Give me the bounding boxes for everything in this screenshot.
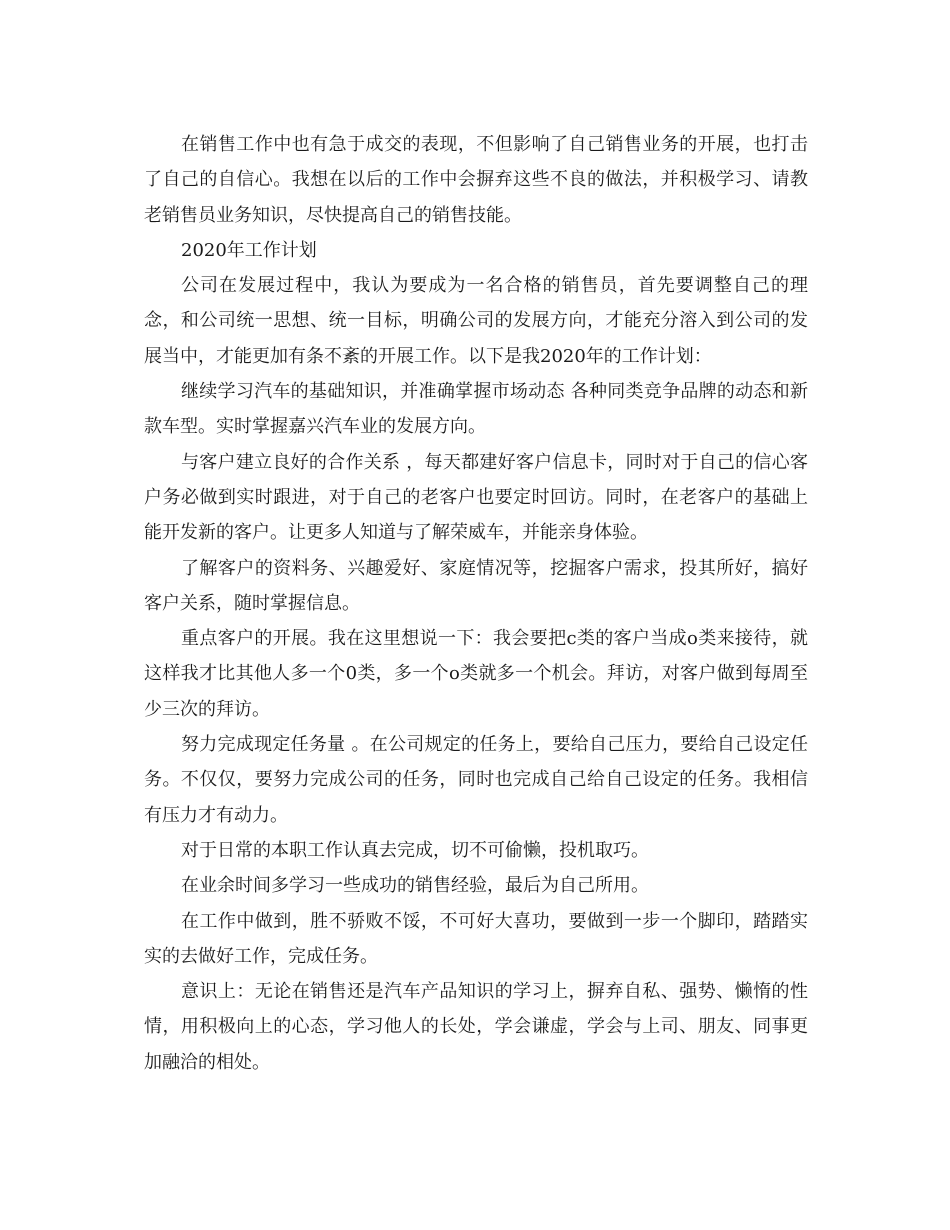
paragraph-daily-work: 对于日常的本职工作认真去完成，切不可偷懒，投机取巧。 (181, 839, 649, 861)
paragraph-task-targets: 努力完成现定任务量 。在公司规定的任务上，要给自己压力，要给自己设定任务。不仅仅，要努力完成公司的任务，同时也完成自己给自己设定的任务。我相信有压力才有动力。 (144, 734, 808, 826)
paragraph-spare-time-learning: 在业余时间多学习一些成功的销售经验，最后为自己所用。 (181, 875, 649, 897)
paragraph-customer-profile: 了解客户的资料务、兴趣爱好、家庭情况等，挖掘客户需求，投其所好，搞好客户关系，随时掌握信息。 (144, 557, 808, 614)
document-body (144, 127, 808, 1080)
paragraph-plan-intro: 公司在发展过程中，我认为要成为一名合格的销售员，首先要调整自己的理念，和公司统一思想、统一目标，明确公司的发展方向，才能充分溶入到公司的发展当中，才能更加有条不紊的开展工作。以下是我2020年的工作计划： (144, 275, 808, 367)
paragraph-sales-reflection: 在销售工作中也有急于成交的表现，不但影响了自己销售业务的开展，也打击了自己的自信心。我想在以后的工作中会摒弃这些不良的做法，并积极学习、请教老销售员业务知识，尽快提高自己的销售技能。 (144, 134, 808, 226)
heading-work-plan: 2020年工作计划 (181, 239, 317, 261)
paragraph-learn-basics: 继续学习汽车的基础知识，并准确掌握市场动态 各种同类竞争品牌的动态和新款车型。实时掌握嘉兴汽车业的发展方向。 (144, 381, 808, 438)
paragraph-customer-relations: 与客户建立良好的合作关系 ，每天都建好客户信息卡，同时对于自己的信心客户务必做到实时跟进，对于自己的老客户也要定时回访。同时，在老客户的基础上能开发新的客户。让更多人知道与了解荣威车，并能亲身体验。 (144, 451, 808, 544)
paragraph-work-attitude: 在工作中做到，胜不骄败不馁，不可好大喜功，要做到一步一个脚印，踏踏实实的去做好工作，完成任务。 (144, 910, 808, 967)
paragraph-key-customers: 重点客户的开展。我在这里想说一下：我会要把c类的客户当成o类来接待，就这样我才比其他人多一个0类，多一个o类就多一个机会。拜访，对客户做到每周至少三次的拜访。 (144, 628, 808, 720)
paragraph-awareness: 意识上：无论在销售还是汽车产品知识的学习上，摒弃自私、强势、懒惰的性情，用积极向上的心态，学习他人的长处，学会谦虚，学会与上司、朋友、同事更加融洽的相处。 (144, 981, 808, 1073)
